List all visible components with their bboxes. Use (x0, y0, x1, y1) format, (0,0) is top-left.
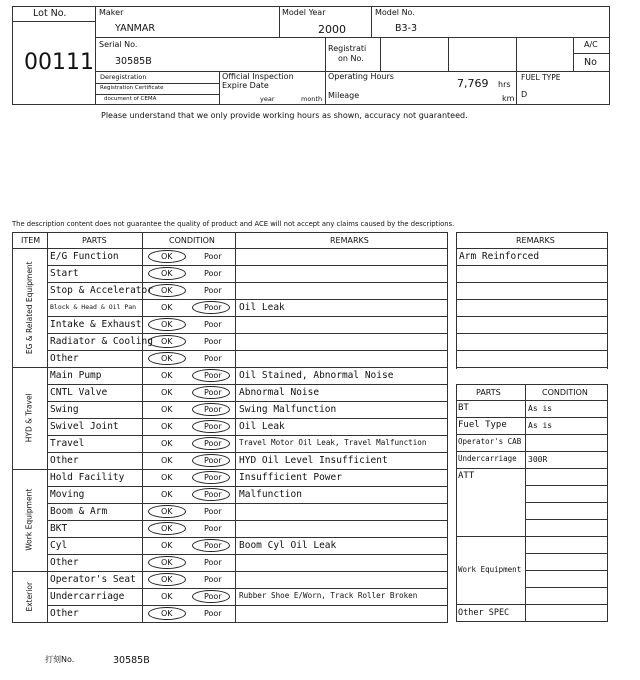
serial-no-value: 30585B (115, 56, 152, 67)
stamp-value: 30585B (113, 655, 150, 666)
ok-selected-circle (148, 284, 186, 297)
remark-text: Abnormal Noise (239, 387, 320, 398)
condition-poor: Poor (204, 490, 222, 499)
condition-poor: Poor (204, 252, 222, 261)
condition-poor: Poor (204, 354, 222, 363)
parts-panel-part: Undercarriage (458, 454, 517, 463)
col-item-header: ITEM (21, 236, 41, 245)
part-label: Swivel Joint (50, 421, 119, 432)
parts-panel-condition: 300R (528, 455, 548, 464)
condition-ok: OK (161, 541, 173, 550)
condition-poor: Poor (204, 592, 222, 601)
group-label: HYD & Travel (24, 393, 34, 443)
parts-condition-panel (456, 384, 608, 622)
month-label: month (301, 95, 323, 103)
hrs-unit: hrs (498, 80, 511, 89)
poor-selected-circle (192, 386, 230, 399)
condition-ok: OK (161, 303, 173, 312)
condition-panel-header: CONDITION (542, 388, 588, 397)
remark-text: Boom Cyl Oil Leak (239, 540, 337, 551)
condition-ok: OK (161, 252, 173, 261)
part-label: Travel (50, 438, 85, 449)
expire-date-label: Expire Date (222, 81, 269, 90)
part-label: Cyl (50, 540, 68, 551)
condition-poor: Poor (204, 439, 222, 448)
ok-selected-circle (148, 522, 186, 535)
poor-selected-circle (192, 454, 230, 467)
condition-poor: Poor (204, 303, 222, 312)
year-label: year (260, 95, 275, 103)
poor-selected-circle (192, 301, 230, 314)
condition-poor: Poor (204, 320, 222, 329)
ok-selected-circle (148, 352, 186, 365)
remark-text: Travel Motor Oil Leak, Travel Malfunction (239, 438, 427, 447)
group-label: Work Equipment (24, 488, 34, 551)
disclaimer: The description content does not guarantee the quality of product and ACE will not accept any claims caused by the descriptions. (12, 220, 455, 228)
other-spec-label: Other SPEC (458, 608, 510, 618)
remark-text: Swing Malfunction (239, 404, 337, 415)
stamp-label: 打刻No. (45, 655, 75, 664)
remark-text: HYD Oil Level Insufficient (239, 455, 388, 466)
ok-selected-circle (148, 250, 186, 263)
condition-ok: OK (161, 371, 173, 380)
part-label: Swing (50, 404, 79, 415)
serial-no-label: Serial No. (99, 40, 138, 49)
poor-selected-circle (192, 369, 230, 382)
ac-label: A/C (584, 40, 598, 49)
lot-no: 00111 (24, 50, 94, 75)
condition-ok: OK (161, 524, 173, 533)
part-label: E/G Function (50, 251, 119, 262)
part-label: Undercarriage (50, 591, 125, 602)
ok-selected-circle (148, 505, 186, 518)
part-label: Moving (50, 489, 85, 500)
part-label: Other (50, 608, 79, 619)
remark-text: Malfunction (239, 489, 302, 500)
condition-poor: Poor (204, 541, 222, 550)
col-condition-header: CONDITION (169, 236, 215, 245)
poor-selected-circle (192, 488, 230, 501)
condition-ok: OK (161, 575, 173, 584)
parts-panel-part: Operator's CAB (458, 437, 522, 446)
part-label: Other (50, 557, 79, 568)
document-cema-label: document of CEMA (104, 96, 157, 102)
registration-certificate-label: Registration Certificate (100, 85, 164, 91)
hours-notice: Please understand that we only provide working hours as shown, accuracy not guaranteed. (101, 111, 468, 120)
group-label: EG & Related Equipment (24, 260, 34, 354)
maker-value: YANMAR (115, 23, 155, 34)
condition-poor: Poor (204, 269, 222, 278)
condition-ok: OK (161, 422, 173, 431)
part-label: Radiator & Cooling (50, 336, 153, 347)
remarks-panel-line: Arm Reinforced (459, 251, 540, 262)
remark-text: Rubber Shoe E/Worn, Track Roller Broken (239, 591, 418, 600)
part-label: Intake & Exhaust (50, 319, 142, 330)
condition-ok: OK (161, 320, 173, 329)
att-label: ATT (458, 471, 475, 481)
part-label: Start (50, 268, 79, 279)
condition-poor: Poor (204, 337, 222, 346)
condition-poor: Poor (204, 456, 222, 465)
condition-ok: OK (161, 609, 173, 618)
part-label: Hold Facility (50, 472, 125, 483)
deregistration-label: Deregistration (100, 73, 147, 81)
parts-panel-header: PARTS (476, 388, 501, 397)
inspection-table (12, 232, 448, 622)
poor-selected-circle (192, 403, 230, 416)
ok-selected-circle (148, 335, 186, 348)
model-no-label: Model No. (375, 8, 415, 17)
condition-poor: Poor (204, 388, 222, 397)
registration-label-2: on No. (338, 54, 364, 63)
condition-poor: Poor (204, 286, 222, 295)
operating-hours-label: Operating Hours (328, 72, 394, 81)
poor-selected-circle (192, 437, 230, 450)
remark-text: Oil Leak (239, 421, 285, 432)
remark-text: Oil Leak (239, 302, 285, 313)
model-year-value: 2000 (318, 23, 346, 36)
part-label: Block & Head & Oil Pan (50, 303, 137, 311)
condition-ok: OK (161, 473, 173, 482)
poor-selected-circle (192, 590, 230, 603)
maker-label: Maker (99, 8, 124, 17)
condition-ok: OK (161, 456, 173, 465)
ok-selected-circle (148, 318, 186, 331)
condition-ok: OK (161, 269, 173, 278)
remarks-panel (456, 232, 608, 369)
condition-poor: Poor (204, 524, 222, 533)
condition-ok: OK (161, 490, 173, 499)
fuel-type-value: D (521, 90, 528, 99)
parts-panel-part: Fuel Type (458, 420, 507, 430)
parts-panel-part: BT (458, 403, 469, 413)
condition-ok: OK (161, 388, 173, 397)
condition-ok: OK (161, 337, 173, 346)
part-label: Operator's Seat (50, 574, 136, 585)
poor-selected-circle (192, 420, 230, 433)
condition-poor: Poor (204, 558, 222, 567)
parts-panel-condition: As is (528, 421, 553, 430)
fuel-type-label: FUEL TYPE (521, 73, 561, 82)
ok-selected-circle (148, 267, 186, 280)
mileage-label: Mileage (328, 91, 360, 100)
condition-poor: Poor (204, 371, 222, 380)
part-label: Other (50, 455, 79, 466)
work-equipment-label: Work Equipment (458, 565, 522, 574)
model-no-value: B3-3 (395, 23, 418, 34)
condition-ok: OK (161, 354, 173, 363)
condition-ok: OK (161, 286, 173, 295)
lot-no-label: Lot No. (33, 8, 67, 19)
group-label: Exterior (24, 581, 34, 612)
condition-poor: Poor (204, 609, 222, 618)
part-label: BKT (50, 523, 68, 534)
condition-ok: OK (161, 558, 173, 567)
condition-poor: Poor (204, 575, 222, 584)
part-label: Main Pump (50, 370, 102, 381)
condition-poor: Poor (204, 422, 222, 431)
poor-selected-circle (192, 471, 230, 484)
condition-ok: OK (161, 405, 173, 414)
part-label: Other (50, 353, 79, 364)
ac-value: No (584, 57, 597, 68)
remarks-panel-header: REMARKS (516, 236, 555, 245)
operating-hours-value: 7,769 (457, 77, 489, 90)
col-parts-header: PARTS (82, 236, 107, 245)
official-inspection-label: Official Inspection (222, 72, 294, 81)
part-label: Stop & Accelerator (50, 285, 153, 296)
condition-ok: OK (161, 507, 173, 516)
condition-ok: OK (161, 592, 173, 601)
remark-text: Oil Stained, Abnormal Noise (239, 370, 394, 381)
parts-panel-condition: As is (528, 404, 553, 413)
condition-poor: Poor (204, 473, 222, 482)
condition-ok: OK (161, 439, 173, 448)
part-label: CNTL Valve (50, 387, 108, 398)
condition-poor: Poor (204, 405, 222, 414)
km-unit: km (502, 94, 515, 103)
ok-selected-circle (148, 556, 186, 569)
col-remarks-header: REMARKS (330, 236, 369, 245)
part-label: Boom & Arm (50, 506, 108, 517)
model-year-label: Model Year (282, 8, 326, 17)
poor-selected-circle (192, 539, 230, 552)
condition-poor: Poor (204, 507, 222, 516)
remark-text: Insufficient Power (239, 472, 342, 483)
registration-label: Registrati (328, 44, 367, 53)
ok-selected-circle (148, 607, 186, 620)
ok-selected-circle (148, 573, 186, 586)
